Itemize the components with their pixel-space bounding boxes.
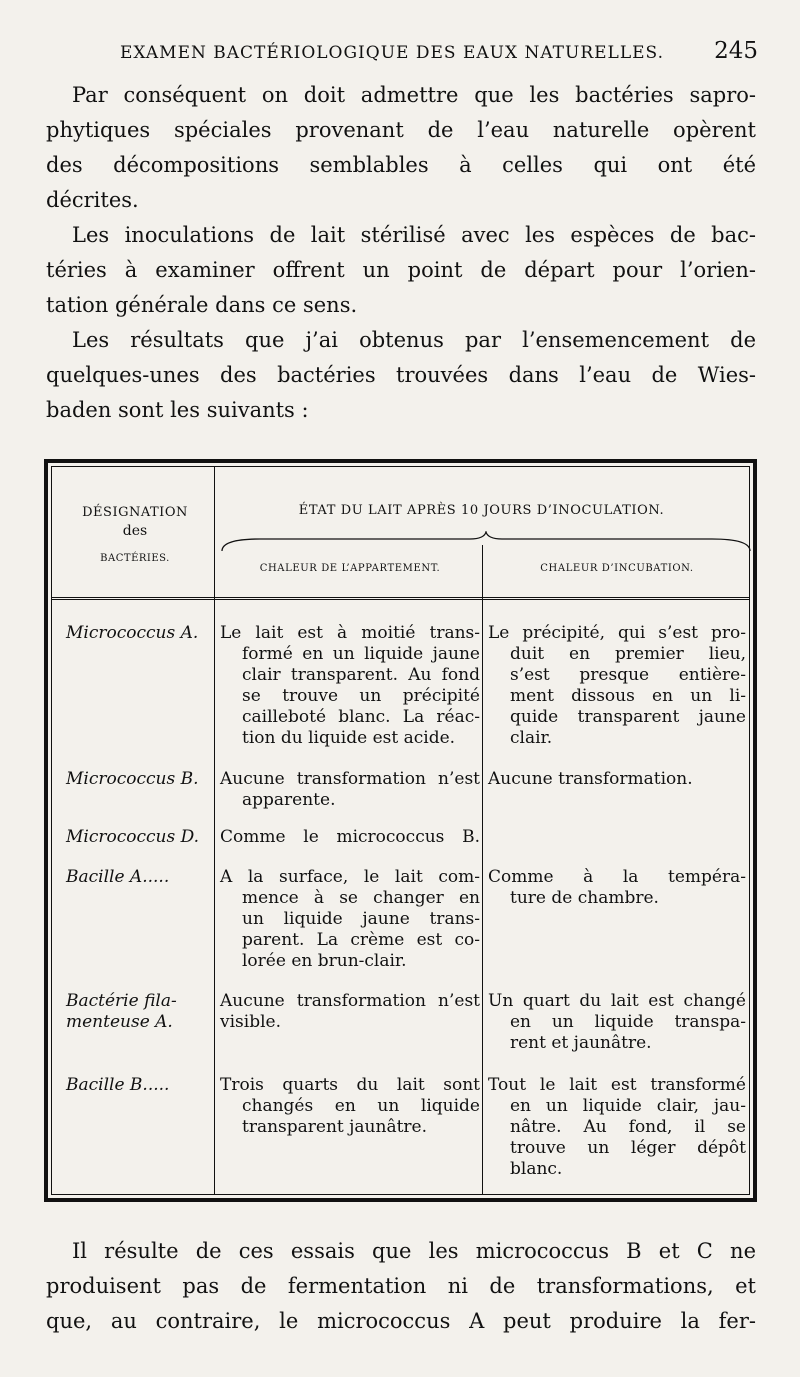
cell-line: duit en premier lieu,: [510, 644, 746, 664]
header-rule: [52, 597, 749, 600]
cell-incubation: [488, 867, 746, 909]
cell-line: Micrococcus B.: [66, 769, 199, 789]
cell-line: changés en un liquide: [242, 1096, 480, 1116]
cell-incubation: [488, 1075, 746, 1180]
header-designation-line: BACTÉRIES.: [100, 553, 170, 564]
cell-line: Bactérie fila-: [66, 991, 177, 1011]
text-line: produisent pas de fermentation ni de transformations, et: [46, 1274, 756, 1298]
text-line: Il résulte de ces essais que les micrococcus B et C ne: [72, 1239, 756, 1263]
bacteria-name: [66, 827, 214, 848]
text-line: que, au contraire, le micrococcus A peut produire la fer-: [46, 1309, 756, 1333]
paragraph-3: [46, 323, 756, 428]
text-line: baden sont les suivants :: [46, 398, 309, 422]
header-sub-appartement: CHALEUR DE L’APPARTEMENT.: [259, 563, 441, 574]
bacteria-name: [66, 1075, 214, 1096]
cell-appartement: [220, 827, 480, 848]
page-number: 245: [714, 38, 758, 64]
cell-line: un liquide jaune trans-: [242, 909, 480, 929]
cell-line: Micrococcus D.: [66, 827, 200, 847]
cell-incubation: [488, 623, 746, 749]
cell-line: Le lait est à moitié trans-: [220, 623, 480, 643]
cell-appartement: [220, 867, 480, 972]
cell-line: Un quart du lait est changé: [488, 991, 746, 1011]
header-designation-line: des: [122, 523, 148, 539]
cell-line: tion du liquide est acide.: [242, 728, 456, 748]
cell-line: clair.: [510, 728, 553, 748]
cell-line: Bacille A.....: [66, 867, 170, 887]
cell-line: en un liquide transpa-: [510, 1012, 746, 1032]
cell-incubation: [488, 991, 746, 1054]
text-line: des décompositions semblables à celles qui ont été: [46, 153, 756, 177]
cell-line: en un liquide clair, jau-: [510, 1096, 746, 1116]
text-line: Les résultats que j’ai obtenus par l’ensemencement de: [72, 328, 756, 352]
table-inner-border: [51, 466, 750, 1195]
running-head: [120, 38, 758, 64]
header-sub-incubation: CHALEUR D’INCUBATION.: [540, 563, 694, 574]
cell-line: mence à se changer en: [242, 888, 480, 908]
column-rule: [482, 545, 483, 1194]
header-etat: ÉTAT DU LAIT APRÈS 10 JOURS D’INOCULATION.: [298, 503, 665, 518]
bacteria-name: [66, 867, 214, 888]
cell-incubation: [488, 769, 746, 790]
header-designation: [60, 503, 210, 568]
results-table: [44, 459, 757, 1202]
cell-line: Comme à la tempéra-: [488, 867, 746, 887]
column-rule: [214, 467, 215, 1194]
cell-line: formé en un liquide jaune: [242, 644, 480, 664]
cell-line: Bacille B.....: [66, 1075, 170, 1095]
cell-line: transparent jaunâtre.: [242, 1117, 428, 1137]
cell-line: Comme le micrococcus B.: [220, 827, 480, 847]
cell-line: Tout le lait est transformé: [488, 1075, 746, 1095]
cell-line: se trouve un précipité: [242, 686, 480, 706]
text-line: Par conséquent on doit admettre que les bactéries sapro-: [72, 83, 756, 107]
text-line: Les inoculations de lait stérilisé avec les espèces de bac-: [72, 223, 756, 247]
cell-appartement: [220, 769, 480, 811]
header-designation-line: DÉSIGNATION: [82, 505, 188, 520]
text-line: tation générale dans ce sens.: [46, 293, 358, 317]
paragraph-1: [46, 78, 756, 218]
cell-line: Aucune transformation n’est: [220, 991, 480, 1011]
cell-line: s’est presque entière-: [510, 665, 746, 685]
running-title: EXAMEN BACTÉRIOLOGIQUE DES EAUX NATURELLES.: [120, 43, 664, 63]
cell-line: visible.: [220, 1012, 281, 1032]
body-text-bottom: [46, 1234, 756, 1339]
cell-line: rent et jaunâtre.: [510, 1033, 652, 1053]
cell-line: Aucune transformation.: [488, 769, 693, 789]
cell-appartement: [220, 623, 480, 749]
cell-line: Aucune transformation n’est: [220, 769, 480, 789]
header-brace: [220, 531, 752, 553]
cell-appartement: [220, 1075, 480, 1138]
cell-line: ture de chambre.: [510, 888, 659, 908]
cell-line: menteuse A.: [66, 1012, 173, 1032]
paragraph-2: [46, 218, 756, 323]
cell-line: parent. La crème est co-: [242, 930, 480, 950]
text-line: téries à examiner offrent un point de départ pour l’orien-: [46, 258, 756, 282]
cell-line: apparente.: [242, 790, 336, 810]
cell-line: A la surface, le lait com-: [220, 867, 480, 887]
cell-line: Le précipité, qui s’est pro-: [488, 623, 746, 643]
cell-line: Micrococcus A.: [66, 623, 199, 643]
text-line: quelques-unes des bactéries trouvées dans l’eau de Wies-: [46, 363, 756, 387]
body-text-top: [46, 78, 756, 428]
cell-line: ment dissous en un li-: [510, 686, 746, 706]
cell-line: caillebоté blanc. La réac-: [242, 707, 480, 727]
bacteria-name: [66, 769, 214, 790]
bacteria-name: [66, 991, 214, 1033]
cell-line: quide transparent jaune: [510, 707, 746, 727]
cell-line: blanc.: [510, 1159, 563, 1179]
bacteria-name: [66, 623, 214, 644]
cell-line: clair transparent. Au fond: [242, 665, 480, 685]
paragraph-4: [46, 1234, 756, 1339]
text-line: phytiques spéciales provenant de l’eau naturelle opèrent: [46, 118, 756, 142]
text-line: décrites.: [46, 188, 139, 212]
cell-line: nâtre. Au fond, il se: [510, 1117, 746, 1137]
cell-line: trouve un léger dépôt: [510, 1138, 746, 1158]
cell-line: Trois quarts du lait sont: [220, 1075, 480, 1095]
cell-line: lorée en brun-clair.: [242, 951, 407, 971]
cell-appartement: [220, 991, 480, 1033]
